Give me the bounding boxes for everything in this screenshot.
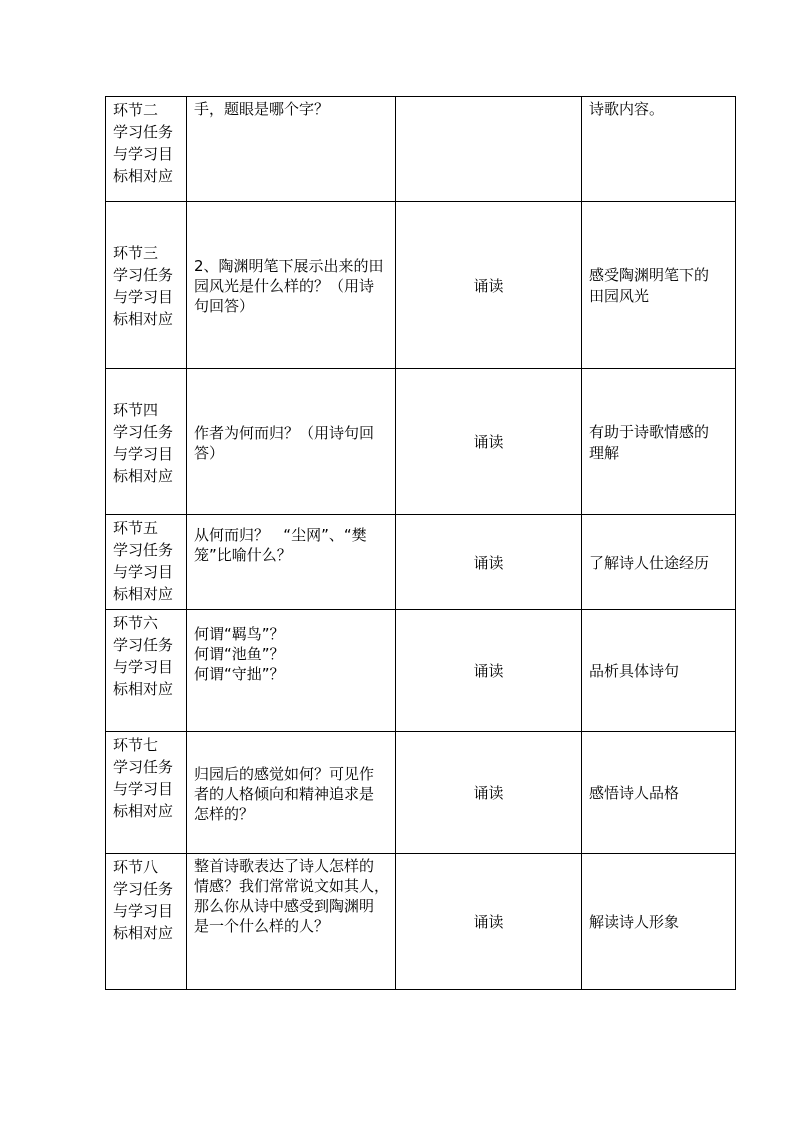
method-cell: 诵读 — [396, 369, 582, 515]
task-question-cell: 2、陶渊明笔下展示出来的田 园风光是什么样的？（用诗 句回答） — [187, 202, 396, 369]
task-question-cell: 手，题眼是哪个字？ — [187, 97, 396, 202]
table-row — [106, 369, 736, 515]
goal-cell: 有助于诗歌情感的 理解 — [582, 369, 736, 515]
method-cell: 诵读 — [396, 732, 582, 854]
lesson-plan-table — [105, 96, 736, 990]
stage-label-cell: 环节二 学习任务 与学习目 标相对应 — [106, 97, 187, 202]
goal-cell: 了解诗人仕途经历 — [582, 515, 736, 610]
stage-label-cell: 环节七 学习任务 与学习目 标相对应 — [106, 732, 187, 854]
table-row — [106, 97, 736, 202]
table-row — [106, 610, 736, 732]
goal-cell: 诗歌内容。 — [582, 97, 736, 202]
task-question-cell: 归园后的感觉如何？可见作 者的人格倾向和精神追求是 怎样的？ — [187, 732, 396, 854]
task-question-cell: 整首诗歌表达了诗人怎样的 情感？我们常常说文如其人， 那么你从诗中感受到陶渊明 是一个什么样的人？ — [187, 854, 396, 990]
method-cell: 诵读 — [396, 515, 582, 610]
goal-cell: 品析具体诗句 — [582, 610, 736, 732]
goal-cell: 感受陶渊明笔下的 田园风光 — [582, 202, 736, 369]
table-row — [106, 732, 736, 854]
goal-cell: 解读诗人形象 — [582, 854, 736, 990]
task-question-cell: 作者为何而归？（用诗句回 答） — [187, 369, 396, 515]
table-row — [106, 202, 736, 369]
stage-label-cell: 环节六 学习任务 与学习目 标相对应 — [106, 610, 187, 732]
stage-label-cell: 环节三 学习任务 与学习目 标相对应 — [106, 202, 187, 369]
task-question-cell: 从何而归？ “尘网”、“樊 笼”比喻什么？ — [187, 515, 396, 610]
task-question-cell: 何谓“羁鸟”？ 何谓“池鱼”？ 何谓“守拙”？ — [187, 610, 396, 732]
table-row — [106, 515, 736, 610]
method-cell — [396, 97, 582, 202]
stage-label-cell: 环节八 学习任务 与学习目 标相对应 — [106, 854, 187, 990]
method-cell: 诵读 — [396, 202, 582, 369]
method-cell: 诵读 — [396, 610, 582, 732]
method-cell: 诵读 — [396, 854, 582, 990]
goal-cell: 感悟诗人品格 — [582, 732, 736, 854]
table-row — [106, 854, 736, 990]
stage-label-cell: 环节五 学习任务 与学习目 标相对应 — [106, 515, 187, 610]
stage-label-cell: 环节四 学习任务 与学习目 标相对应 — [106, 369, 187, 515]
